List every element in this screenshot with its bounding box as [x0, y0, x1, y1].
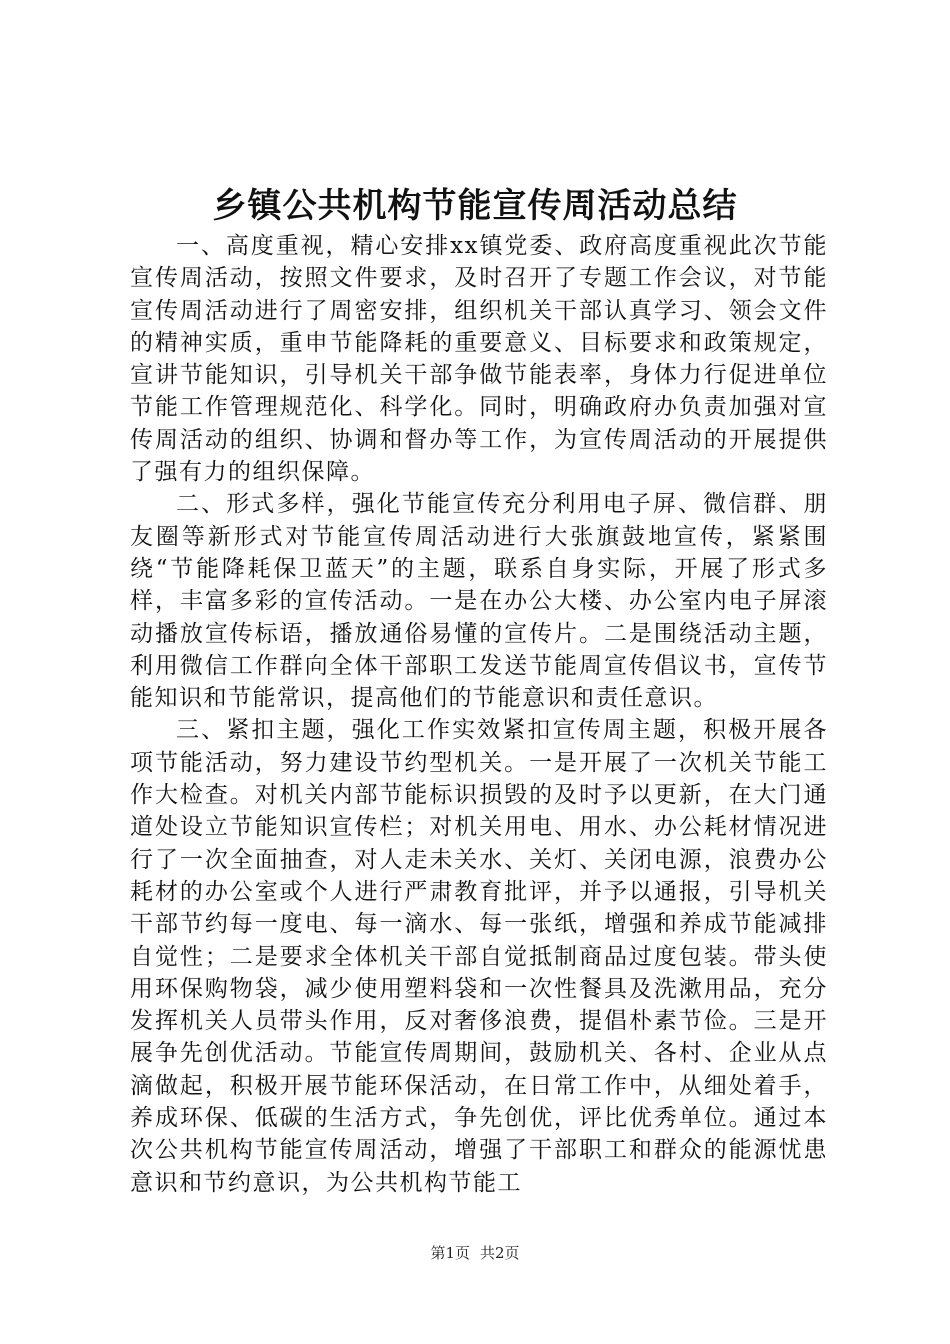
document-title: 乡镇公共机构节能宣传周活动总结: [212, 186, 738, 226]
paragraph-2: 二、形式多样，强化节能宣传充分利用电子屏、微信群、朋友圈等新形式对节能宣传周活动进行大张旗鼓地宣传，紧紧围绕“节能降耗保卫蓝天”的主题，联系自身实际，开展了形式多样，丰富多彩的宣传活动。一是在办公大楼、办公室内电子屏滚动播放宣传标语，播放通俗易懂的宣传片。二是围绕活动主题，利用微信工作群向全体干部职工发送节能周宣传倡议书，宣传节能知识和节能常识，提高他们的节能意识和责任意识。: [130, 491, 828, 712]
paragraph-1: 一、高度重视，精心安排xx镇党委、政府高度重视此次节能宣传周活动，按照文件要求，及时召开了专题工作会议，对节能宣传周活动进行了周密安排，组织机关干部认真学习、领会文件的精神实质，重申节能降耗的重要意义、目标要求和政策规定，宣讲节能知识，引导机关干部争做节能表率，身体力行促进单位节能工作管理规范化、科学化。同时，明确政府办负责加强对宣传周活动的组织、协调和督办等工作，为宣传周活动的开展提供了强有力的组织保障。: [130, 233, 828, 486]
page-footer: [0, 1242, 950, 1264]
document-body: [130, 230, 828, 1199]
paragraph-3: 三、紧扣主题，强化工作实效紧扣宣传周主题，积极开展各项节能活动，努力建设节约型机关。一是开展了一次机关节能工作大检查。对机关内部节能标识损毁的及时予以更新，在大门通道处设立节能知识宣传栏；对机关用电、用水、办公耗材情况进行了一次全面抽查，对人走未关水、关灯、关闭电源，浪费办公耗材的办公室或个人进行严肃教育批评，并予以通报，引导机关干部节约每一度电、每一滴水、每一张纸，增强和养成节能减排自觉性；二是要求全体机关干部自觉抵制商品过度包装。带头使用环保购物袋，减少使用塑料袋和一次性餐具及洗漱用品，充分发挥机关人员带头作用，反对奢侈浪费，提倡朴素节俭。三是开展争先创优活动。节能宣传周期间，鼓励机关、各村、企业从点滴做起，积极开展节能环保活动，在日常工作中，从细处着手，养成环保、低碳的生活方式，争先创优，评比优秀单位。通过本次公共机构节能宣传周活动，增强了干部职工和群众的能源忧患意识和节约意识，为公共机构节能工: [130, 717, 828, 1196]
page-total: 共2页: [480, 1244, 520, 1262]
page-number: 第1页: [430, 1244, 470, 1262]
